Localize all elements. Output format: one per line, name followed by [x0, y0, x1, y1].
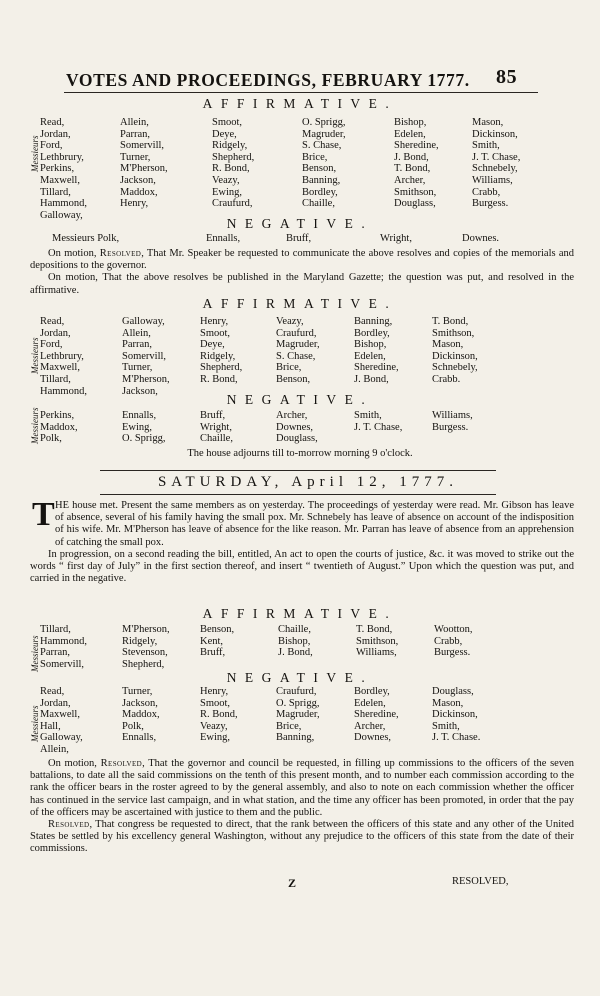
- vote3-aff-col-0: [40, 624, 87, 670]
- vote2-aff-name: Crabb.: [432, 373, 461, 385]
- vote3-neg-name: Ennalls,: [122, 732, 157, 744]
- vote3-neg-name: O. Sprigg,: [276, 697, 320, 709]
- vote3-aff-name: Kent,: [200, 635, 224, 647]
- vote1-aff-name: Deye,: [212, 128, 237, 140]
- vote2-neg-name: J. T. Chase,: [354, 421, 403, 433]
- vote3-aff-name: Chaille,: [278, 624, 311, 635]
- vote3-aff-name: Burgess.: [434, 647, 471, 659]
- date-heading: SATURDAY, April 12, 1777.: [157, 474, 459, 490]
- vote2-aff-name: Smoot,: [200, 327, 231, 339]
- date-rule-bottom: [100, 494, 496, 495]
- vote2-neg-name: Ennalls,: [122, 410, 157, 421]
- vote1-aff-name: Ridgely,: [212, 140, 248, 152]
- vote2-aff-name: Banning,: [354, 316, 393, 327]
- vote3-neg-name: Brice,: [276, 720, 302, 732]
- vote1-aff-name: Maxwell,: [40, 174, 80, 186]
- vote2-aff-name: R. Bond,: [200, 373, 238, 385]
- vote1-aff-name: Allein,: [120, 117, 149, 128]
- vote2-aff-name: Ford,: [40, 339, 63, 351]
- vote2-aff-name: Turner,: [122, 362, 153, 374]
- vote3-neg-col-3: [276, 686, 320, 744]
- vote3-neg-col-0: [40, 686, 83, 756]
- vote1-aff-col-3: [302, 117, 346, 210]
- vote3-neg-name: J. T. Chase.: [432, 732, 481, 744]
- vote3-aff-col-1: [122, 624, 170, 670]
- vote2-aff-name: S. Chase,: [276, 350, 316, 362]
- vote1-aff-name: Williams,: [472, 174, 513, 186]
- vote3-aff-name: T. Bond,: [356, 624, 393, 635]
- vote1-aff-col-2: [212, 117, 254, 210]
- vote2-aff-name: T. Bond,: [432, 316, 469, 327]
- vote3-neg-col-4: [354, 686, 399, 744]
- vote2-neg-name: Wright,: [200, 421, 232, 433]
- vote1-aff-name: Turner,: [120, 151, 151, 163]
- vote3-neg-name: Maxwell,: [40, 709, 80, 721]
- vote3-neg-name: Galloway,: [40, 732, 83, 744]
- vote1-aff-name: T. Bond,: [394, 163, 431, 175]
- vote2-neg-name: Douglass,: [276, 433, 318, 445]
- vote2-aff-name: M'Pherson,: [122, 373, 170, 385]
- vote1-aff-name: Jordan,: [40, 128, 71, 140]
- vote3-negative-heading: NEGATIVE.: [226, 670, 374, 685]
- vote1-aff-name: Sheredine,: [394, 140, 439, 152]
- vote3-neg-name: Craufurd,: [276, 686, 317, 697]
- vote2-neg-col-0: [40, 410, 78, 445]
- vote1-aff-name: Dickinson,: [472, 128, 518, 140]
- vote2-aff-name: Shepherd,: [200, 362, 243, 374]
- vote2-neg-name: O. Sprigg,: [122, 433, 166, 445]
- vote1-aff-name: Ford,: [40, 140, 63, 152]
- vote1-aff-name: Lethbrury,: [40, 151, 84, 163]
- vote3-aff-col-3: [278, 624, 313, 659]
- vote2-aff-name: Allein,: [122, 327, 151, 339]
- vote3-aff-name: J. Bond,: [278, 647, 313, 659]
- vote3-aff-name: Smithson,: [356, 635, 399, 647]
- vote3-aff-name: Crabb,: [434, 635, 463, 647]
- vote1-aff-name: Hammond,: [40, 198, 87, 210]
- vote2-neg-col-4: [354, 410, 402, 433]
- vote1-aff-col-4: [394, 117, 439, 210]
- vote3-neg-name: Read,: [40, 686, 65, 697]
- vote1-aff-name: Shepherd,: [212, 151, 255, 163]
- vote2-aff-col-1: [122, 316, 170, 397]
- vote3-neg-name: Polk,: [122, 720, 144, 732]
- vote1-negative-heading: NEGATIVE.: [226, 216, 374, 231]
- vote3-neg-name: Edelen,: [354, 697, 386, 709]
- vote1-aff-name: Crabb,: [472, 186, 501, 198]
- vote1-aff-name: Schnebely,: [472, 163, 518, 175]
- vote3-neg-col-2: [200, 686, 238, 744]
- vote1-aff-name: Edelen,: [394, 128, 426, 140]
- vote2-aff-name: Galloway,: [122, 316, 165, 327]
- vote1-aff-name: J. Bond,: [394, 151, 429, 163]
- vote2-aff-name: Dickinson,: [432, 350, 478, 362]
- vote3-neg-name: Jackson,: [122, 697, 158, 709]
- vote2-neg-name: Williams,: [432, 410, 473, 421]
- vote2-aff-name: Magruder,: [276, 339, 320, 351]
- vote1-neg-name: Ennalls,: [206, 233, 241, 244]
- header-rule: [64, 92, 538, 93]
- vote2-aff-name: Mason,: [432, 339, 464, 351]
- vote1-aff-name: Maddox,: [120, 186, 158, 198]
- vote2-aff-name: Maxwell,: [40, 362, 80, 374]
- vote3-aff-name: Somervill,: [40, 658, 85, 670]
- vote1-aff-name: Magruder,: [302, 128, 346, 140]
- vote3-aff-name: Ridgely,: [122, 635, 158, 647]
- vote2-neg-name: Polk,: [40, 433, 62, 445]
- vote3-aff-name: Wootton,: [434, 624, 473, 635]
- vote3-neg-name: Allein,: [40, 743, 69, 755]
- vote1-aff-name: Henry,: [120, 198, 149, 210]
- vote2-aff-col-0: [40, 316, 87, 397]
- vote3-neg-name: Banning,: [276, 732, 315, 744]
- vote1-aff-name: R. Bond,: [212, 163, 250, 175]
- vote3-aff-name: Shepherd,: [122, 658, 165, 670]
- vote1-aff-name: Chaille,: [302, 198, 335, 210]
- vote3-aff-col-2: [200, 624, 234, 659]
- vote1-aff-name: Smithson,: [394, 186, 437, 198]
- vote3-aff-name: Stevenson,: [122, 647, 168, 659]
- vote2-aff-name: Jackson,: [122, 385, 158, 397]
- vote2-neg-name: Perkins,: [40, 410, 75, 421]
- vote3-aff-name: Tillard,: [40, 624, 71, 635]
- vote3-neg-name: Downes,: [354, 732, 392, 744]
- vote1-messieurs-label: Messieurs: [30, 135, 40, 172]
- vote2-aff-name: Schnebely,: [432, 362, 478, 374]
- vote1-neg-name: Downes.: [462, 233, 500, 244]
- vote3-aff-name: M'Pherson,: [122, 624, 170, 635]
- vote3-neg-name: Turner,: [122, 686, 153, 697]
- vote2-neg-name: Smith,: [354, 410, 382, 421]
- vote3-neg-name: Archer,: [354, 720, 386, 732]
- vote1-aff-name: Smith,: [472, 140, 500, 152]
- vote2-neg-name: Maddox,: [40, 421, 78, 433]
- vote3-negative-messieurs: Messieurs: [30, 705, 40, 742]
- vote1-aff-col-0: [40, 117, 87, 221]
- vote1-affirmative-heading: AFFIRMATIVE.: [202, 96, 398, 111]
- vote1-aff-name: O. Sprigg,: [302, 117, 346, 128]
- vote3-neg-name: Dickinson,: [432, 709, 478, 721]
- vote1-aff-name: Smoot,: [212, 117, 243, 128]
- vote3-neg-name: Hall,: [40, 720, 61, 732]
- catchword: RESOLVED,: [452, 876, 509, 887]
- signature-mark: Z: [288, 876, 297, 890]
- vote1-aff-name: S. Chase,: [302, 140, 342, 152]
- vote3-aff-name: Hammond,: [40, 635, 87, 647]
- vote2-aff-name: Craufurd,: [276, 327, 317, 339]
- vote3-neg-name: Smith,: [432, 720, 460, 732]
- vote1-aff-name: Mason,: [472, 117, 504, 128]
- vote2-aff-name: Somervill,: [122, 350, 167, 362]
- vote2-neg-col-2: [200, 410, 233, 445]
- vote3-neg-name: Ewing,: [200, 732, 231, 744]
- vote3-aff-name: Bruff,: [200, 647, 226, 659]
- vote3-neg-name: Bordley,: [354, 686, 390, 697]
- vote1-neg-name: Messieurs Polk,: [52, 233, 120, 244]
- saturday-text: [30, 496, 574, 585]
- running-head: [66, 66, 536, 94]
- vote2-aff-name: J. Bond,: [354, 373, 389, 385]
- vote3-affirmative-heading: AFFIRMATIVE.: [202, 606, 398, 621]
- dropcap-letter: T: [32, 496, 55, 533]
- vote2-affirmative-heading: AFFIRMATIVE.: [202, 296, 398, 311]
- vote2-aff-name: Bishop,: [354, 339, 387, 351]
- motion1-para-1: On motion, That the above resolves be published in the Maryland Gazette; the question was put, and resolved in the affirmative.: [30, 272, 574, 296]
- motion2-para-1: Resolved, That congress be requested to direct, that the rank between the officers of this state and any other of the United States be settled by his excellency general Washington, without any prejudice to the officers of this state from the date of their commissions.: [30, 819, 574, 855]
- vote1-neg-name: Bruff,: [286, 233, 312, 244]
- vote3-aff-col-4: [356, 624, 398, 659]
- vote3-aff-name: Williams,: [356, 647, 397, 659]
- vote2-aff-name: Henry,: [200, 316, 229, 327]
- vote3-aff-name: Benson,: [200, 624, 235, 635]
- vote3-aff-name: Bishop,: [278, 635, 311, 647]
- date-rule-top: [100, 470, 496, 471]
- vote2-negative-messieurs: Messieurs: [30, 407, 40, 444]
- vote3-neg-name: Jordan,: [40, 697, 71, 709]
- vote1-aff-name: Brice,: [302, 151, 328, 163]
- vote2-aff-name: Parran,: [122, 339, 153, 351]
- vote3-neg-name: R. Bond,: [200, 709, 238, 721]
- vote3-neg-col-5: [432, 686, 480, 744]
- vote1-aff-name: M'Pherson,: [120, 163, 168, 175]
- vote2-neg-name: Ewing,: [122, 421, 153, 433]
- vote1-aff-name: Bordley,: [302, 186, 338, 198]
- vote1-aff-name: Perkins,: [40, 163, 75, 175]
- vote2-aff-name: Lethbrury,: [40, 350, 84, 362]
- vote2-aff-col-5: [432, 316, 478, 386]
- vote2-aff-name: Brice,: [276, 362, 302, 374]
- vote2-neg-name: Burgess.: [432, 421, 469, 433]
- vote3-neg-name: Mason,: [432, 697, 464, 709]
- vote2-aff-col-3: [276, 316, 320, 386]
- vote2-messieurs-label: Messieurs: [30, 337, 40, 374]
- saturday-para-1: In progression, on a second reading the bill, entitled, An act to open the courts of justice, &c. it was moved to strike out the words “ first day of July” in the first section thereof, and insert “ twentieth of August.” Upon which the question was put, and carried in the negative.: [30, 548, 574, 585]
- vote2-neg-name: Bruff,: [200, 410, 226, 421]
- motion1-para-0: On motion, Resolved, That Mr. Speaker be requested to communicate the above resolves and copies of the memorials and depositions to the governor.: [30, 248, 575, 272]
- vote1-aff-name: Galloway,: [40, 209, 83, 221]
- vote1-aff-name: Jackson,: [120, 174, 156, 186]
- vote2-aff-name: Read,: [40, 316, 65, 327]
- vote2-aff-name: Veazy,: [276, 316, 304, 327]
- vote2-aff-col-2: [200, 316, 242, 386]
- vote2-aff-name: Deye,: [200, 339, 225, 351]
- vote3-neg-name: Maddox,: [122, 709, 160, 721]
- vote2-aff-name: Smithson,: [432, 327, 475, 339]
- vote3-aff-name: Parran,: [40, 647, 71, 659]
- vote2-neg-col-5: [432, 410, 473, 433]
- vote1-aff-name: Benson,: [302, 163, 337, 175]
- vote1-aff-name: J. T. Chase,: [472, 151, 521, 163]
- vote3-neg-col-1: [122, 686, 160, 744]
- vote3-neg-name: Smoot,: [200, 697, 231, 709]
- vote3-neg-name: Sheredine,: [354, 709, 399, 721]
- vote2-aff-name: Sheredine,: [354, 362, 399, 374]
- page-number: 85: [496, 66, 518, 88]
- vote2-neg-name: Chaille,: [200, 433, 233, 445]
- vote2-aff-col-4: [354, 316, 399, 386]
- vote2-neg-col-1: [122, 410, 165, 445]
- vote1-aff-name: Burgess.: [472, 198, 509, 210]
- vote3-neg-name: Magruder,: [276, 709, 320, 721]
- vote1-aff-name: Bishop,: [394, 117, 427, 128]
- vote1-aff-col-1: [120, 117, 168, 210]
- vote3-aff-col-5: [434, 624, 473, 659]
- vote2-aff-name: Jordan,: [40, 327, 71, 339]
- vote2-aff-name: Benson,: [276, 373, 311, 385]
- vote2-negative-heading: NEGATIVE.: [226, 392, 374, 407]
- vote2-neg-name: Downes,: [276, 421, 314, 433]
- vote1-aff-name: Craufurd,: [212, 198, 253, 210]
- motion2-text: [30, 758, 574, 856]
- vote2-aff-name: Tillard,: [40, 373, 71, 385]
- vote1-aff-name: Archer,: [394, 174, 426, 186]
- vote1-aff-name: Read,: [40, 117, 65, 128]
- vote2-aff-name: Bordley,: [354, 327, 390, 339]
- vote3-neg-name: Veazy,: [200, 720, 228, 732]
- vote1-neg-name: Wright,: [380, 233, 412, 244]
- vote3-neg-name: Henry,: [200, 686, 229, 697]
- vote3-messieurs-label: Messieurs: [30, 635, 40, 672]
- vote1-aff-name: Douglass,: [394, 198, 436, 210]
- vote2-aff-name: Ridgely,: [200, 350, 236, 362]
- vote1-aff-name: Tillard,: [40, 186, 71, 198]
- motion2-para-0: On motion, Resolved, That the governor and council be requested, in filling up commissions to the officers of the seven battalions, to date all the said commissions on the tenth of this present month, and to number each commission according to the rank the officer bears in the roster agreed to by the general assembly, and also to note on each commission whether the officer has continued in the service last campaign, and in what station, and the time any officer has been promoted, in order that the pay of the officers may be ascertained with justice to them and the public.: [30, 758, 574, 818]
- vote1-aff-name: Veazy,: [212, 174, 240, 186]
- running-title: VOTES AND PROCEEDINGS, FEBRUARY 1777.: [66, 70, 470, 90]
- vote2-neg-name: Archer,: [276, 410, 308, 421]
- vote1-aff-name: Parran,: [120, 128, 151, 140]
- vote2-aff-name: Hammond,: [40, 385, 87, 397]
- motion1-text: [30, 248, 574, 297]
- vote2-aff-name: Edelen,: [354, 350, 386, 362]
- saturday-para-0: HE house met. Present the same members as on yesterday. The proceedings of yesterday were read. Mr. Gibson has leave of absence, several of his family having the small pox. Mr. Schnebely has leave of absence on account of the indisposition of his wife. Mr. M'Pherson has leave of absence for the like reason. Mr. Parran has leave of absence from an apprehension of catching the small pox.: [55, 500, 574, 548]
- vote2-neg-col-3: [276, 410, 318, 445]
- vote1-aff-name: Somervill,: [120, 140, 165, 152]
- vote3-neg-name: Douglass,: [432, 686, 474, 697]
- vote1-aff-col-5: [472, 117, 520, 210]
- vote1-aff-name: Ewing,: [212, 186, 243, 198]
- vote1-aff-name: Banning,: [302, 174, 341, 186]
- adjourn-line: The house adjourns till to-morrow morning 9 o'clock.: [187, 448, 413, 459]
